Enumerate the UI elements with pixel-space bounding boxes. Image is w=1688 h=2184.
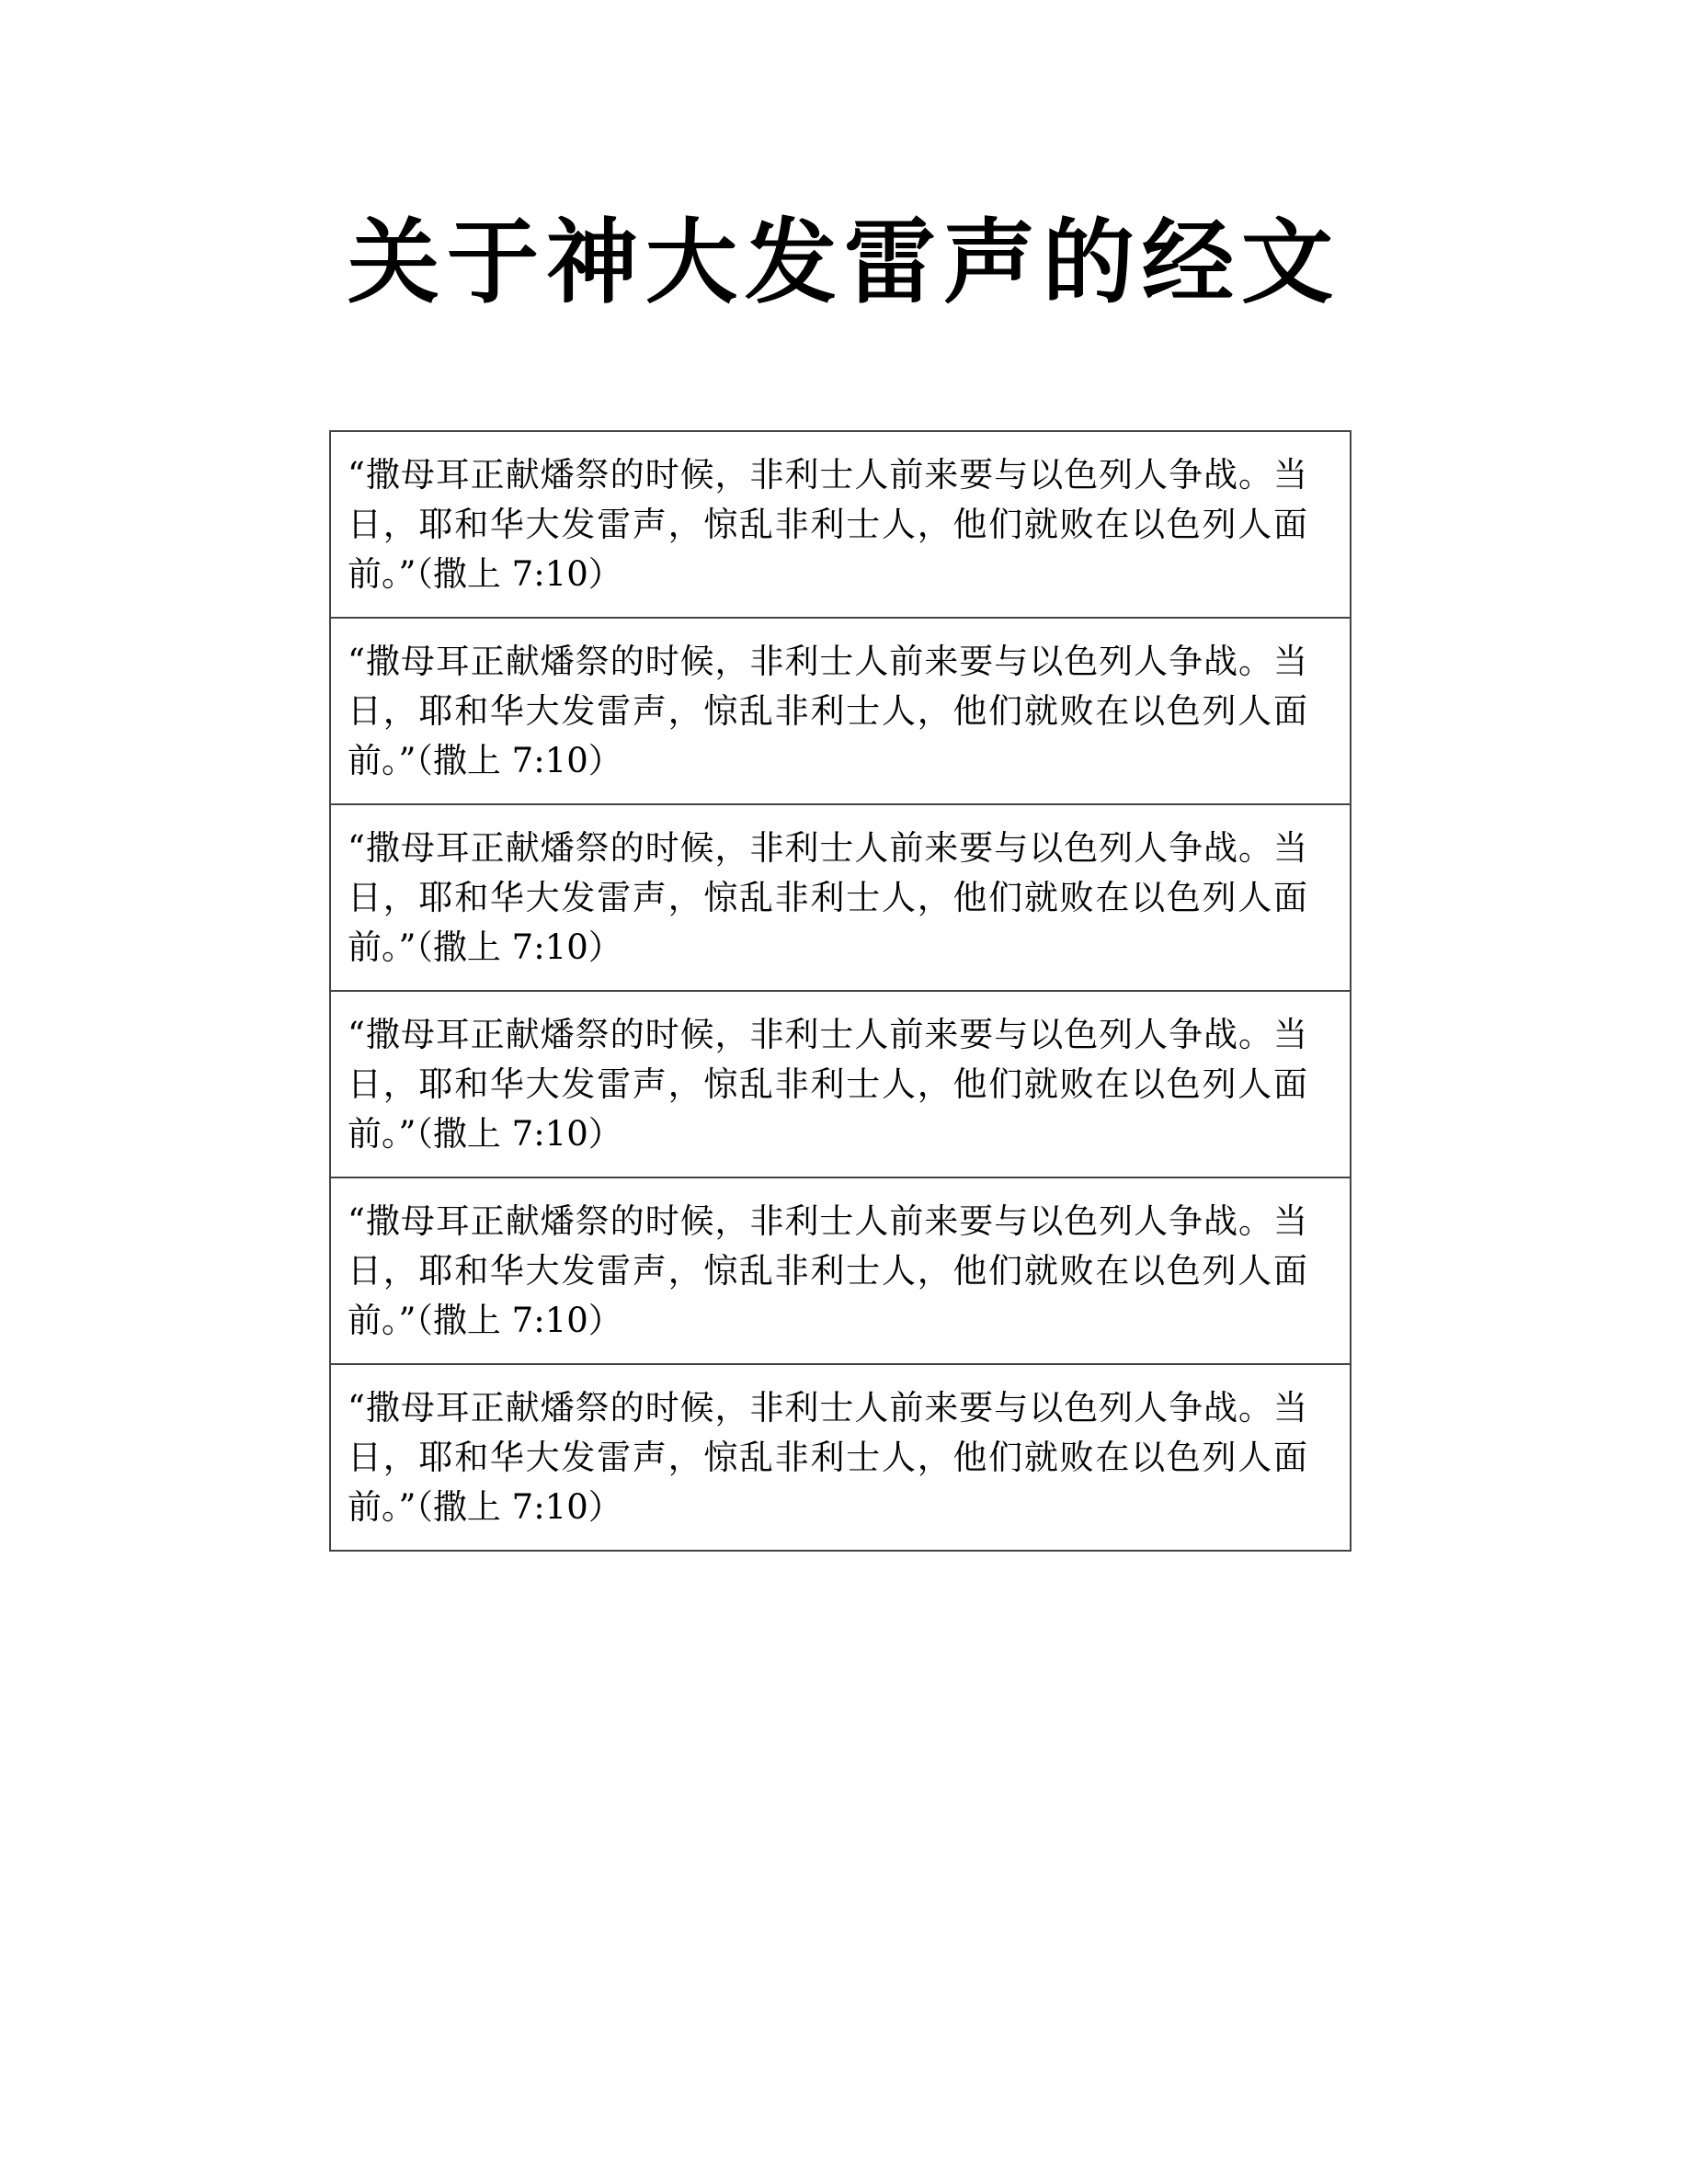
verse-cell: “撒母耳正献燔祭的时候，非利士人前来要与以色列人争战。当日，耶和华大发雷声，惊乱非利士人，他们就败在以色列人面前。”（撒上 7:10） (330, 1364, 1351, 1551)
verse-cell: “撒母耳正献燔祭的时候，非利士人前来要与以色列人争战。当日，耶和华大发雷声，惊乱非利士人，他们就败在以色列人面前。”（撒上 7:10） (330, 804, 1351, 991)
table-row (330, 1177, 1351, 1364)
table-row (330, 1364, 1351, 1551)
table-row (330, 804, 1351, 991)
table-row (330, 991, 1351, 1177)
verse-table (329, 430, 1352, 1552)
verse-cell: “撒母耳正献燔祭的时候，非利士人前来要与以色列人争战。当日，耶和华大发雷声，惊乱非利士人，他们就败在以色列人面前。”（撒上 7:10） (330, 991, 1351, 1177)
table-row (330, 618, 1351, 804)
verse-cell: “撒母耳正献燔祭的时候，非利士人前来要与以色列人争战。当日，耶和华大发雷声，惊乱非利士人，他们就败在以色列人面前。”（撒上 7:10） (330, 618, 1351, 804)
verse-cell: “撒母耳正献燔祭的时候，非利士人前来要与以色列人争战。当日，耶和华大发雷声，惊乱非利士人，他们就败在以色列人面前。”（撒上 7:10） (330, 431, 1351, 618)
verse-cell: “撒母耳正献燔祭的时候，非利士人前来要与以色列人争战。当日，耶和华大发雷声，惊乱非利士人，他们就败在以色列人面前。”（撒上 7:10） (330, 1177, 1351, 1364)
table-row (330, 431, 1351, 618)
page-title: 关于神大发雷声的经文 (348, 208, 1340, 316)
